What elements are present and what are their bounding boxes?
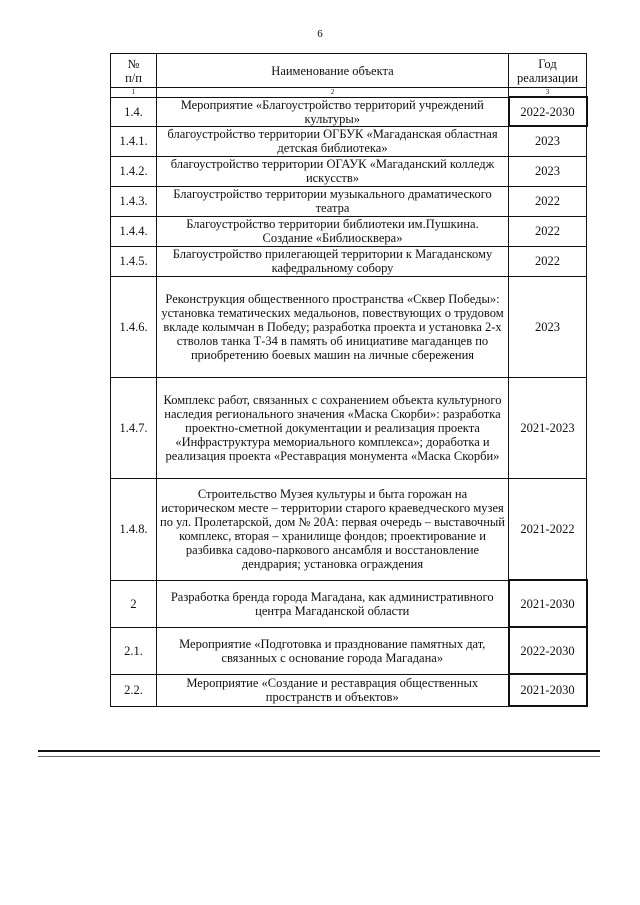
table-row [111,97,587,126]
row-year: 2023 [509,156,587,186]
row-year: 2023 [509,126,587,156]
table-row [111,216,587,246]
row-number: 1.4.3. [111,186,157,216]
table-header-row [111,54,587,88]
table-row [111,246,587,276]
row-name: Благоустройство территории библиотеки им.Пушкина. Создание «Библиосквера» [157,216,509,246]
row-name: благоустройство территории ОГБУК «Магаданская областная детская библиотека» [157,126,509,156]
row-number: 1.4. [111,97,157,126]
row-number: 1.4.4. [111,216,157,246]
column-number: 1 [111,88,157,98]
row-number: 1.4.8. [111,478,157,580]
row-number: 1.4.2. [111,156,157,186]
row-number: 1.4.5. [111,246,157,276]
row-name: Благоустройство прилегающей территории к Магаданскому кафедральному собору [157,246,509,276]
page-number: 6 [317,28,323,40]
row-year: 2021-2030 [509,580,587,627]
footer-divider [38,750,600,752]
row-year: 2022 [509,186,587,216]
table-row [111,276,587,377]
header-year: Год реализации [509,54,587,88]
column-number: 2 [157,88,509,98]
activities-table [110,53,588,707]
row-year: 2021-2022 [509,478,587,580]
footer-divider-thin [38,756,600,757]
row-number: 2.1. [111,627,157,674]
table-row [111,478,587,580]
table-row [111,627,587,674]
row-name: Мероприятие «Благоустройство территорий учреждений культуры» [157,97,509,126]
row-year: 2022 [509,216,587,246]
column-number: 3 [509,88,587,98]
row-year: 2022 [509,246,587,276]
row-name: Разработка бренда города Магадана, как административного центра Магаданской области [157,580,509,627]
table-row [111,580,587,627]
row-year: 2021-2030 [509,674,587,706]
row-name: Реконструкция общественного пространства «Сквер Победы»: установка тематических медальонов, повествующих о трудовом вкладе колымчан в Победу; разработка проекта и установка 2-х стволов танка Т-34 в память об инициативе магаданцев по приобретению боевых машин на личные сбережения [157,276,509,377]
table-row [111,186,587,216]
row-year: 2021-2023 [509,377,587,478]
row-year: 2022-2030 [509,627,587,674]
row-name: Строительство Музея культуры и быта горожан на историческом месте – территории старого краеведческого музея по ул. Пролетарской, дом № 20А: первая очередь – выставочный комплекс, вторая – хранилище фондов; проектирование и разбивка садово-паркового ансамбля и восстановление дендрария; установка ограждения [157,478,509,580]
table-row [111,377,587,478]
row-name: благоустройство территории ОГАУК «Магаданский колледж искусств» [157,156,509,186]
row-number: 1.4.1. [111,126,157,156]
row-name: Комплекс работ, связанных с сохранением объекта культурного наследия регионального значения «Маска Скорби»: разработка проектно-сметной документации и реализация проекта «Инфраструктура мемориального комплекса»; доработка и реализация проекта «Реставрация монумента «Маска Скорби» [157,377,509,478]
row-year: 2022-2030 [509,97,587,126]
column-number-row [111,88,587,98]
row-number: 1.4.6. [111,276,157,377]
row-name: Мероприятие «Создание и реставрация общественных пространств и объектов» [157,674,509,706]
row-name: Благоустройство территории музыкального драматического театра [157,186,509,216]
table-row [111,674,587,706]
table-row [111,156,587,186]
row-name: Мероприятие «Подготовка и празднование памятных дат, связанных с основание города Магадана» [157,627,509,674]
row-number: 1.4.7. [111,377,157,478]
row-number: 2.2. [111,674,157,706]
header-number: № п/п [111,54,157,88]
table-row [111,126,587,156]
row-year: 2023 [509,276,587,377]
row-number: 2 [111,580,157,627]
header-name: Наименование объекта [157,54,509,88]
